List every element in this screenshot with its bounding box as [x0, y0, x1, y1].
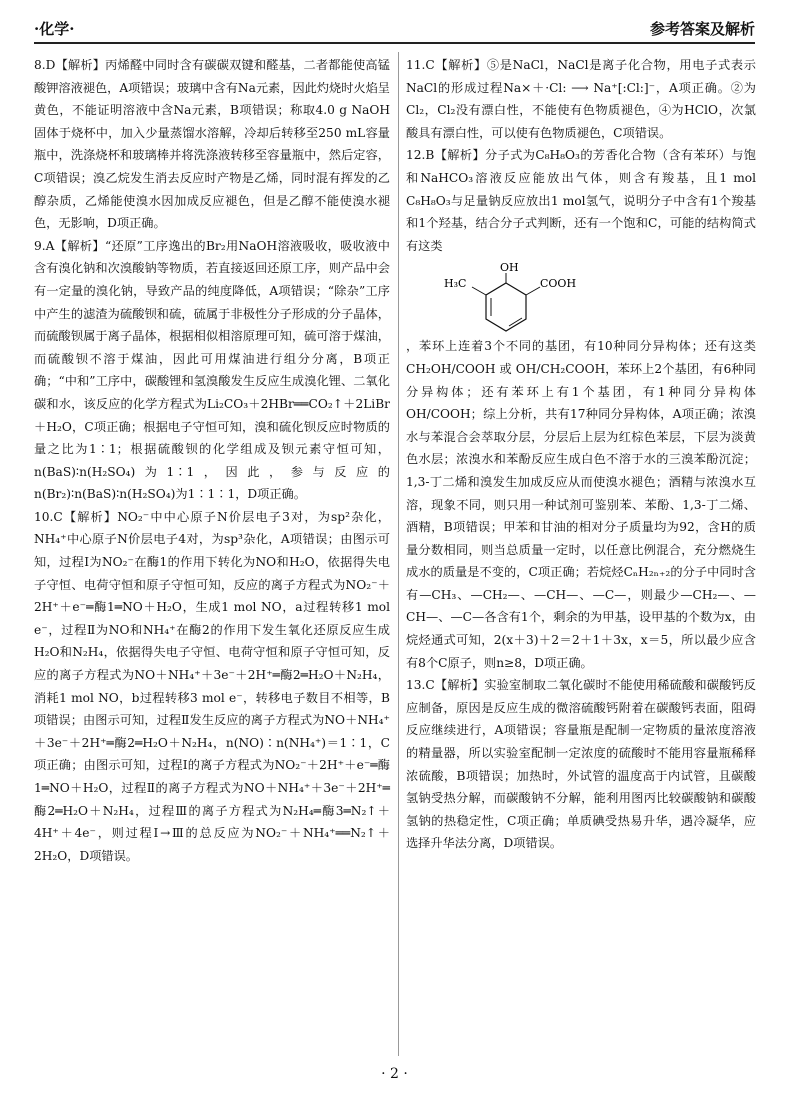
answer-13: 13.C【解析】实验室制取二氧化碳时不能使用稀硫酸和碳酸钙反应制备，原因是反应生成的微溶硫酸钙附着在碳酸钙表面，阻碍反应继续进行，A项错误；容量瓶是配制一定物质的量浓度溶液的精量器，所以实验室配制一定浓度的硫酸时不能用容量瓶稀释浓硫酸，B项错误；加热时，外试管的温度高于内试管，且碳酸氢钠受热分解，而碳酸钠不分解，能利用图丙比较碳酸钠和碳酸氢钠的热稳定性，C项正确；单质碘受热易升华，遇冷凝华，应选择升华法分离，D项错误。 — [406, 678, 756, 851]
answer-12-part1: 12.B【解析】分子式为C₈H₈O₃的芳香化合物（含有苯环）与饱和NaHCO₃溶液反应能放出气体，则含有羧基，且1 mol C₈H₈O₃与足量钠反应放出1 mol氢气，说明分子中含有1个羧基和1个羟基，结合分子式判断，还有一个饱和C，可能的结构简式有这类 — [406, 148, 756, 253]
label-oh: OH — [500, 261, 519, 275]
answer-9: 9.A【解析】“还原”工序逸出的Br₂用NaOH溶液吸收，吸收液中含有溴化钠和次溴酸钠等物质，若直接返回还原工序，则产品中会有一定量的溴化钠，导致产品的纯度降低，A项错误；“除杂”工序中产生的滤渣为硫酸钡和硫，硫属于非极性分子形成的分子晶体，而硫酸钡属于离子晶体，根据相似相溶原理可知，硫可溶于煤油，而硫酸钡不溶于煤油，因此可用煤油进行组分分离，B项正确；“中和”工序中，碳酸锂和氢溴酸发生反应生成溴化锂、二氧化碳和水，该反应的化学方程式为Li₂CO₃＋2HBr══CO₂↑＋2LiBr＋H₂O，C项正确；根据电子守恒可知，溴和硫化钡反应时物质的量之比为1∶1；根据硫酸钡的化学组成及钡元素守恒可知，n(BaS)∶n(H₂SO₄)为1∶1，因此，参与反应的n(Br₂)∶n(BaS)∶n(H₂SO₄)为1∶1∶1，D项正确。 — [34, 238, 390, 502]
subject-label: ·化学· — [34, 20, 75, 38]
left-column — [34, 54, 390, 867]
answer-11: 11.C【解析】⑤是NaCl，NaCl是离子化合物，用电子式表示NaCl的形成过程Na×＋·Cl: ⟶ Na⁺[:Cl:]⁻，A项正确。②为Cl₂，Cl₂没有漂白性，不能使有色物质褪色，④为HClO，次氯酸具有漂白性，可以使有色物质褪色，C项错误。 — [406, 58, 756, 140]
header-rule — [34, 42, 755, 44]
column-divider — [398, 52, 399, 1056]
answer-8: 8.D【解析】丙烯醛中同时含有碳碳双键和醛基，二者都能使高锰酸钾溶液褪色，A项错误；玻璃中含有Na元素，因此灼烧时火焰呈黄色，不能证明溶液中含Na元素，B项错误；称取4.0 g NaOH固体于烧杯中，加入少量蒸馏水溶解，冷却后转移至250 mL容量瓶中，洗涤烧杯和玻璃棒并将洗涤液转移至容量瓶中，然后定容，C项错误；溴乙烷发生消去反应时产物是乙烯，同时混有挥发的乙醇杂质，乙烯能使溴水因加成反应褪色，但是乙醇不能使溴水褪色，无影响，D项正确。 — [34, 58, 390, 231]
answer-10: 10.C【解析】NO₂⁻中中心原子N价层电子3对，为sp²杂化，NH₄⁺中心原子N价层电子4对，为sp³杂化，A项错误；由图示可知，过程Ⅰ为NO₂⁻在酶1的作用下转化为NO和H₂O，依据得失电子守恒、电荷守恒和原子守恒可知，反应的离子方程式为NO₂⁻＋2H⁺＋e⁻═酶1═NO＋H₂O，生成1 mol NO，a过程转移1 mol e⁻，过程Ⅱ为NO和NH₄⁺在酶2的作用下发生氧化还原反应生成H₂O和N₂H₄，依据得失电子守恒、电荷守恒和原子守恒可知，反应的离子方程式为NO＋NH₄⁺＋3e⁻＋2H⁺═酶2═H₂O＋N₂H₄，消耗1 mol NO，b过程转移3 mol e⁻，转移电子数目不相等，B项错误；由图示可知，过程Ⅱ发生反应的离子方程式为NO＋NH₄⁺＋3e⁻＋2H⁺═酶2═H₂O＋N₂H₄，n(NO)∶n(NH₄⁺)＝1∶1，C项正确；由图示可知，过程Ⅰ的离子方程式为NO₂⁻＋2H⁺＋e⁻═酶1═NO＋H₂O，过程Ⅱ的离子方程式为NO＋NH₄⁺＋3e⁻＋2H⁺═酶2═H₂O＋N₂H₄，过程Ⅲ的离子方程式为N₂H₄═酶3═N₂↑＋4H⁺＋4e⁻，则过程Ⅰ→Ⅲ的总反应为NO₂⁻＋NH₄⁺══N₂↑＋2H₂O，D项错误。 — [34, 509, 390, 863]
label-h3c: H₃C — [444, 277, 467, 291]
label-cooh: COOH — [540, 277, 577, 291]
structure-diagram — [406, 257, 756, 335]
right-column — [406, 54, 756, 855]
page-number: · 2 · — [381, 1066, 408, 1082]
answer-12-part2: ，苯环上连着3个不同的基团，有10种同分异构体；还有这类 CH₂OH/COOH 或 OH/CH₂COOH，苯环上2个基团，有6种同分异构体；还有苯环上有1个基团，有1种同分异构体 OH/COOH；综上分析，共有17种同分异构体，A项正确；浓溴水与苯混合会萃取分层，分层后上层为红棕色苯层，下层为淡黄色水层；浓溴水和苯酚反应生成白色不溶于水的三溴苯酚沉淀；1,3-丁二烯和溴发生加成反应从而使溴水褪色；酒精与浓溴水互溶，现象不同，则只用一种试剂可鉴别苯、苯酚、1,3-丁二烯、酒精，B项错误；甲苯和甘油的相对分子质量均为92，含H的质量分数相同，则当总质量一定时，以任意比例混合，充分燃烧生成水的质量是不变的，C项正确；若烷烃CₙH₂ₙ₊₂的分子中同时含有—CH₃、—CH₂—、—CH—、—C—，则最少—CH₂—、—CH—、—C—各含有1个，剩余的为甲基，设甲基的个数为x，由烷烃通式可知，2(x＋3)＋2＝2＋1＋3x，x＝5，所以最少应含有8个C原子，则n≥8，D项正确。 — [406, 339, 756, 670]
answer-title: 参考答案及解析 — [649, 20, 755, 38]
page-header — [34, 16, 755, 42]
